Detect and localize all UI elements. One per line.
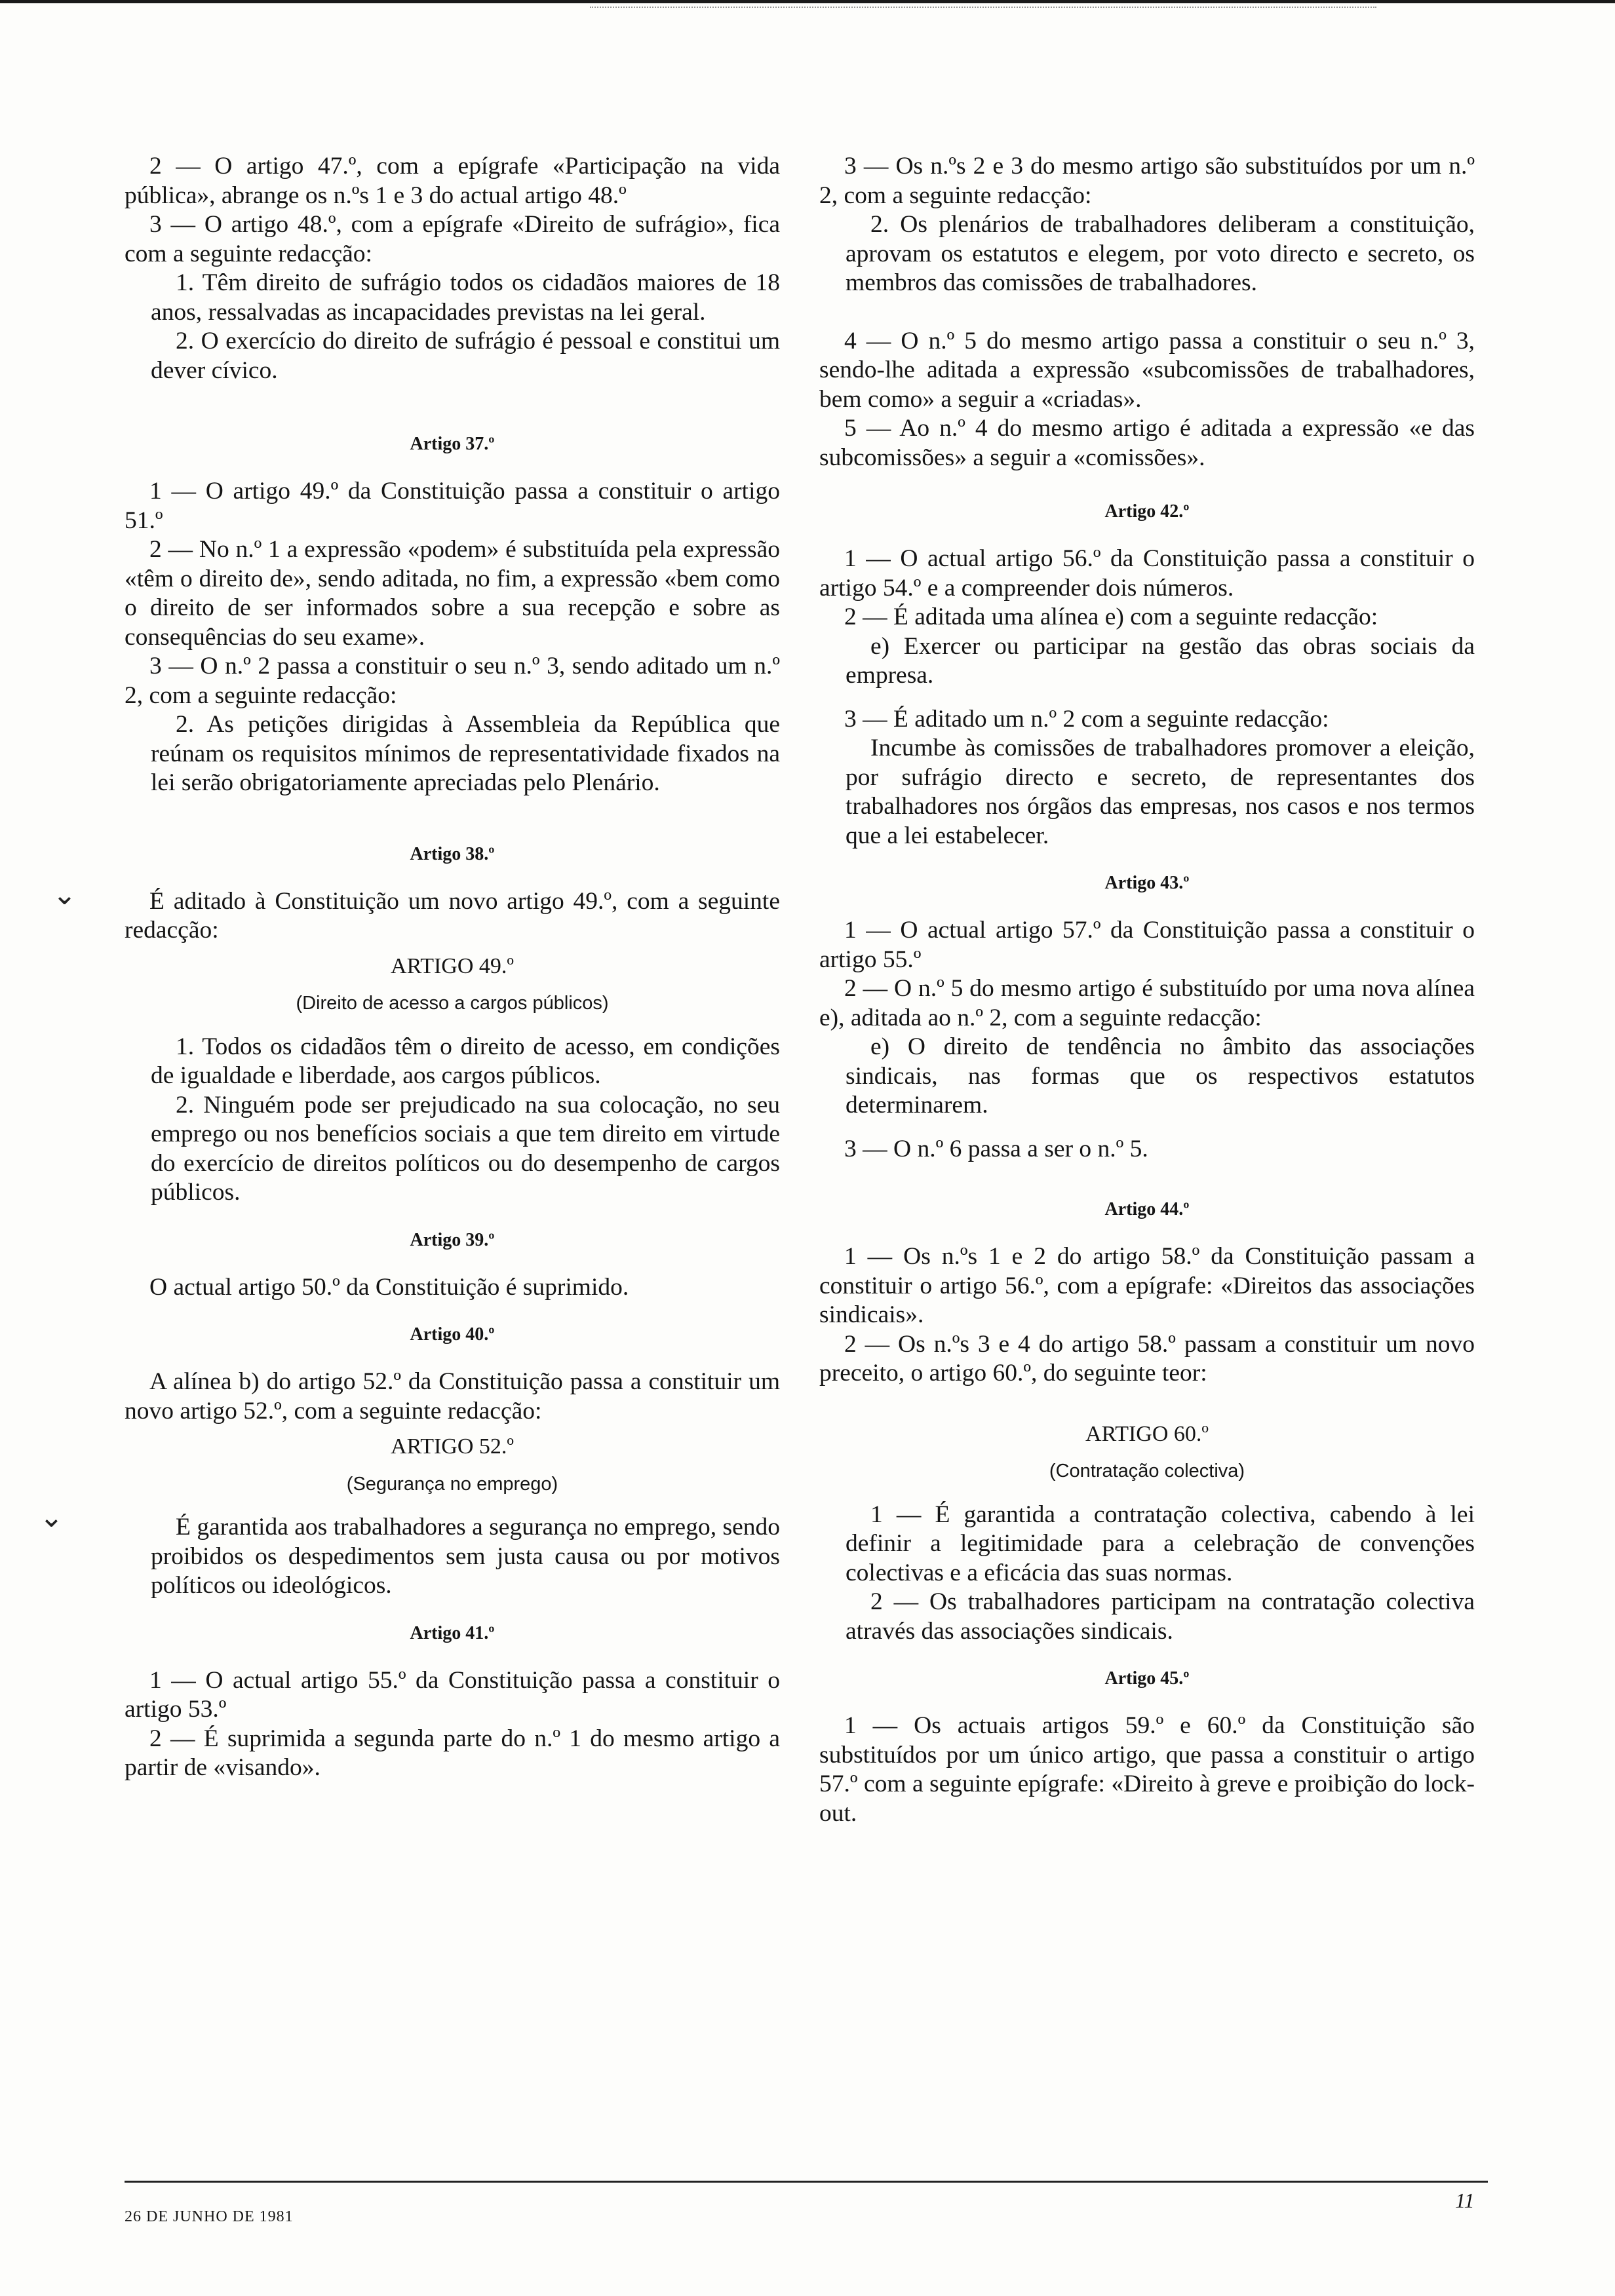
quoted-text <box>846 632 1475 691</box>
footer-date: 26 DE JUNHO DE 1981 <box>125 2208 294 2225</box>
quoted-text <box>151 1033 780 1208</box>
paragraph: 1 — É garantida a contratação colectiva, cabendo à lei definir a legitimidade para a celebração de convenções colectivas e a eficácia das suas normas. <box>846 1501 1475 1586</box>
paragraph: 3 — O n.º 6 passa a ser o n.º 5. <box>844 1135 1148 1162</box>
paragraph: 3 — O artigo 48.º, com a epígrafe «Direito de sufrágio», fica com a seguinte redacção: <box>125 211 780 267</box>
footer-rule <box>125 2181 1488 2183</box>
quoted-text <box>846 1033 1475 1120</box>
article-heading: Artigo 38.º <box>410 843 495 864</box>
paragraph: e) O direito de tendência no âmbito das associações sindicais, nas formas que os respectivos estatutos determinarem. <box>846 1033 1475 1119</box>
paragraph: 1 — Os actuais artigos 59.º e 60.º da Constituição são substituídos por um único artigo, que passa a constituir o artigo 57.º com a seguinte epígrafe: «Direito à greve e proibição do lock-out. <box>819 1712 1475 1827</box>
paragraph: 2 — É aditada uma alínea e) com a seguinte redacção: <box>844 603 1378 630</box>
paragraph: 2 — É suprimida a segunda parte do n.º 1 do mesmo artigo a partir de «visando». <box>125 1725 780 1781</box>
article-title: ARTIGO 52.º <box>391 1434 514 1459</box>
paragraph: 1. Todos os cidadãos têm o direito de acesso, em condições de igualdade e liberdade, aos cargos públicos. <box>151 1033 780 1089</box>
paragraph: 2. O exercício do direito de sufrágio é pessoal e constitui um dever cívico. <box>151 328 780 384</box>
paragraph: 2 — Os n.ºs 3 e 4 do artigo 58.º passam a constituir um novo preceito, o artigo 60.º, do seguinte teor: <box>819 1330 1475 1387</box>
paragraph: O actual artigo 50.º da Constituição é suprimido. <box>149 1273 629 1301</box>
paragraph: 5 — Ao n.º 4 do mesmo artigo é aditada a expressão «e das subcomissões» a seguir a «comissões». <box>819 415 1475 471</box>
paragraph: 3 — É aditado um n.º 2 com a seguinte redacção: <box>844 705 1329 733</box>
paragraph: 1 — O artigo 49.º da Constituição passa a constituir o artigo 51.º <box>125 478 780 534</box>
paragraph: e) Exercer ou participar na gestão das obras sociais da empresa. <box>846 632 1475 689</box>
article-heading: Artigo 39.º <box>410 1229 495 1250</box>
article-subtitle: (Contratação colectiva) <box>1049 1461 1245 1482</box>
article-heading: Artigo 43.º <box>1104 873 1190 893</box>
paragraph: 2. Ninguém pode ser prejudicado na sua colocação, no seu emprego ou nos benefícios sociais a que tem direito em virtude do exercício de direitos políticos ou do desempenho de cargos públicos. <box>151 1091 780 1206</box>
article-subtitle: (Direito de acesso a cargos públicos) <box>296 993 609 1014</box>
paragraph: 2 — O artigo 47.º, com a epígrafe «Participação na vida pública», abrange os n.ºs 1 e 3 do actual artigo 48.º <box>125 153 780 209</box>
article-heading: Artigo 42.º <box>1104 501 1190 522</box>
right-column <box>819 152 1475 1828</box>
paragraph: 1 — O actual artigo 57.º da Constituição passa a constituir o artigo 55.º <box>819 917 1475 973</box>
quoted-text <box>846 1501 1475 1647</box>
paragraph: 3 — O n.º 2 passa a constituir o seu n.º 3, sendo aditado um n.º 2, com a seguinte redacção: <box>125 653 780 709</box>
article-heading: Artigo 37.º <box>410 434 495 454</box>
paragraph: 2. As petições dirigidas à Assembleia da República que reúnam os requisitos mínimos de representatividade fixados na lei serão obrigatoriamente apreciadas pelo Plenário. <box>151 711 780 796</box>
paragraph: 2 — No n.º 1 a expressão «podem» é substituída pela expressão «têm o direito de», sendo aditada, no fim, a expressão «bem como o direito de ser informados sobre a sua recepção e sobre as consequências do seu exame». <box>125 536 780 651</box>
quoted-text <box>151 1513 780 1601</box>
article-heading: Artigo 40.º <box>410 1324 495 1345</box>
paragraph: É garantida aos trabalhadores a segurança no emprego, sendo proibidos os despedimentos sem justa causa ou por motivos políticos ou ideológicos. <box>151 1514 780 1599</box>
paragraph: 2 — O n.º 5 do mesmo artigo é substituído por uma nova alínea e), aditada ao n.º 2, com a seguinte redacção: <box>819 975 1475 1031</box>
article-title: ARTIGO 60.º <box>1085 1421 1209 1446</box>
article-heading: Artigo 45.º <box>1104 1668 1190 1689</box>
paragraph: 2 — Os trabalhadores participam na contratação colectiva através das associações sindicais. <box>846 1588 1475 1645</box>
article-heading: Artigo 41.º <box>410 1622 495 1643</box>
article-subtitle: (Segurança no emprego) <box>346 1473 558 1495</box>
paragraph: Incumbe às comissões de trabalhadores promover a eleição, por sufrágio directo e secreto, de representantes dos trabalhadores nos órgãos das empresas, nos casos e nos termos que a lei estabelecer. <box>846 735 1475 849</box>
paragraph: 2. Os plenários de trabalhadores deliberam a constituição, aprovam os estatutos e elegem, por voto directo e secreto, os membros das comissões de trabalhadores. <box>846 211 1475 296</box>
left-column <box>125 152 780 1783</box>
top-dotted-rule <box>590 7 1376 8</box>
quoted-text <box>151 269 780 385</box>
paragraph: 1 — O actual artigo 56.º da Constituição passa a constituir o artigo 54.º e a compreender dois números. <box>819 545 1475 602</box>
paragraph: 3 — Os n.ºs 2 e 3 do mesmo artigo são substituídos por um n.º 2, com a seguinte redacção: <box>819 153 1475 209</box>
article-title: ARTIGO 49.º <box>391 953 514 978</box>
paragraph: 1. Têm direito de sufrágio todos os cidadãos maiores de 18 anos, ressalvadas as incapacidades previstas na lei geral. <box>151 269 780 326</box>
quoted-text <box>846 734 1475 851</box>
quoted-text <box>151 710 780 798</box>
page-number: 11 <box>1455 2189 1475 2212</box>
margin-mark-icon: ⌄ <box>39 1501 64 1533</box>
article-heading: Artigo 44.º <box>1104 1199 1190 1219</box>
paragraph: 1 — Os n.ºs 1 e 2 do artigo 58.º da Constituição passam a constituir o artigo 56.º, com a epígrafe: «Direitos das associações sindicais». <box>819 1243 1475 1328</box>
paragraph: 1 — O actual artigo 55.º da Constituição passa a constituir o artigo 53.º <box>125 1666 780 1723</box>
paragraph: É aditado à Constituição um novo artigo 49.º, com a seguinte redacção: <box>125 887 780 944</box>
margin-mark-icon: ⌄ <box>52 879 77 911</box>
paragraph: A alínea b) do artigo 52.º da Constituição passa a constituir um novo artigo 52.º, com a seguinte redacção: <box>125 1368 780 1425</box>
paragraph: 4 — O n.º 5 do mesmo artigo passa a constituir o seu n.º 3, sendo-lhe aditada a expressão «subcomissões de trabalhadores, bem como» a seguir a «criadas». <box>819 327 1475 413</box>
quoted-text <box>846 210 1475 298</box>
